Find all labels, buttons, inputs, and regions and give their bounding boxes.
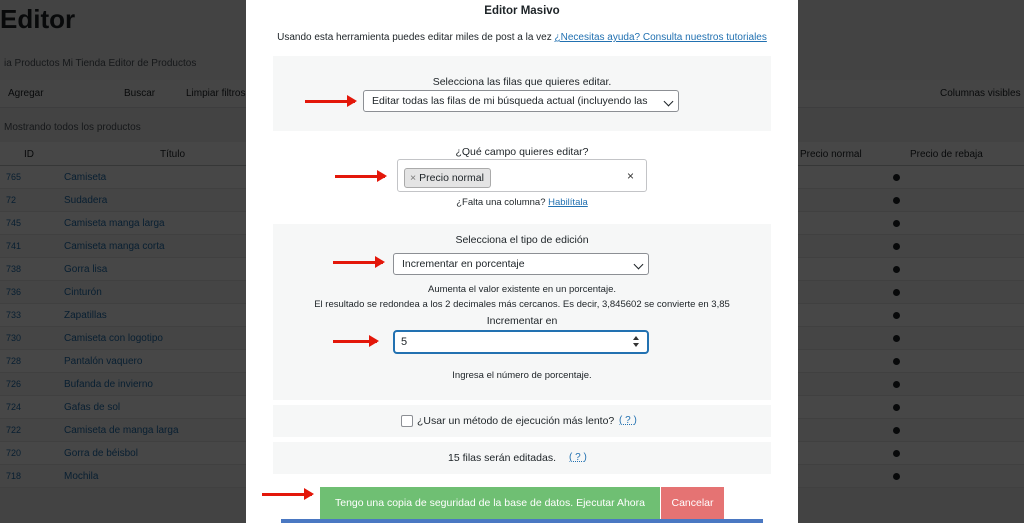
help-tutorials-link[interactable]: ¿Necesitas ayuda? Consulta nuestros tutoriales	[554, 32, 767, 43]
slow-method-help-icon[interactable]: ( ? )	[619, 415, 637, 426]
increment-value: 5	[401, 336, 408, 348]
rows-section	[273, 56, 771, 131]
enable-column-link[interactable]: Habilítala	[548, 197, 588, 208]
rows-count-help-icon[interactable]: ( ? )	[569, 452, 587, 463]
edit-type-select[interactable]	[393, 253, 649, 275]
field-tag-label: Precio normal	[419, 172, 484, 184]
cancel-button[interactable]: Cancelar	[661, 487, 724, 521]
modal-title: Editor Masivo	[484, 5, 560, 17]
annotation-arrow-increment	[333, 340, 377, 343]
rows-select-value: Editar todas las filas de mi búsqueda actual (incluyendo las	[372, 95, 648, 107]
slow-method-checkbox[interactable]	[401, 415, 413, 427]
clear-field-icon[interactable]: ×	[626, 169, 634, 183]
annotation-arrow-execute	[262, 493, 312, 496]
edit-type-section	[273, 224, 771, 400]
intro-text: Usando esta herramienta puedes editar miles de post a la vez	[277, 32, 552, 43]
slow-method-section	[273, 405, 771, 437]
slow-method-label: ¿Usar un método de ejecución más lento?	[417, 415, 615, 427]
edit-type-description-1: Aumenta el valor existente en un porcentaje.	[427, 284, 616, 295]
modal-intro	[246, 32, 798, 43]
remove-tag-icon[interactable]: ×	[410, 172, 417, 184]
field-section	[273, 140, 771, 215]
field-label: ¿Qué campo quieres editar?	[455, 146, 589, 158]
annotation-arrow-rows	[305, 100, 355, 103]
missing-column-note	[273, 197, 771, 208]
chevron-down-icon	[634, 260, 644, 270]
rows-count-text: 15 filas serán editadas.	[448, 452, 556, 464]
field-multiselect[interactable]	[397, 159, 647, 192]
rows-select[interactable]	[363, 90, 679, 112]
chevron-down-icon	[664, 97, 674, 107]
rows-label: Selecciona las filas que quieres editar.	[432, 76, 612, 88]
bulk-editor-modal	[246, 0, 798, 523]
increment-hint: Ingresa el número de porcentaje.	[452, 370, 592, 381]
edit-type-select-value: Incrementar en porcentaje	[402, 258, 525, 270]
summary-section	[273, 442, 771, 474]
annotation-arrow-edit-type	[333, 261, 383, 264]
modal-bottom-bar	[281, 519, 763, 523]
missing-column-text: ¿Falta una columna?	[456, 197, 546, 208]
field-tag-precio-normal	[404, 168, 491, 188]
edit-type-label: Selecciona el tipo de edición	[455, 234, 589, 246]
execute-now-button[interactable]: Tengo una copia de seguridad de la base de datos. Ejecutar Ahora	[320, 487, 660, 521]
annotation-arrow-field	[335, 175, 385, 178]
increment-label: Incrementar en	[486, 315, 558, 327]
edit-type-description-2: El resultado se redondea a los 2 decimales más cercanos. Es decir, 3,845602 se convierte en 3,85	[314, 299, 730, 310]
number-spinner-icon[interactable]	[633, 335, 641, 347]
increment-percent-input[interactable]	[393, 330, 649, 354]
